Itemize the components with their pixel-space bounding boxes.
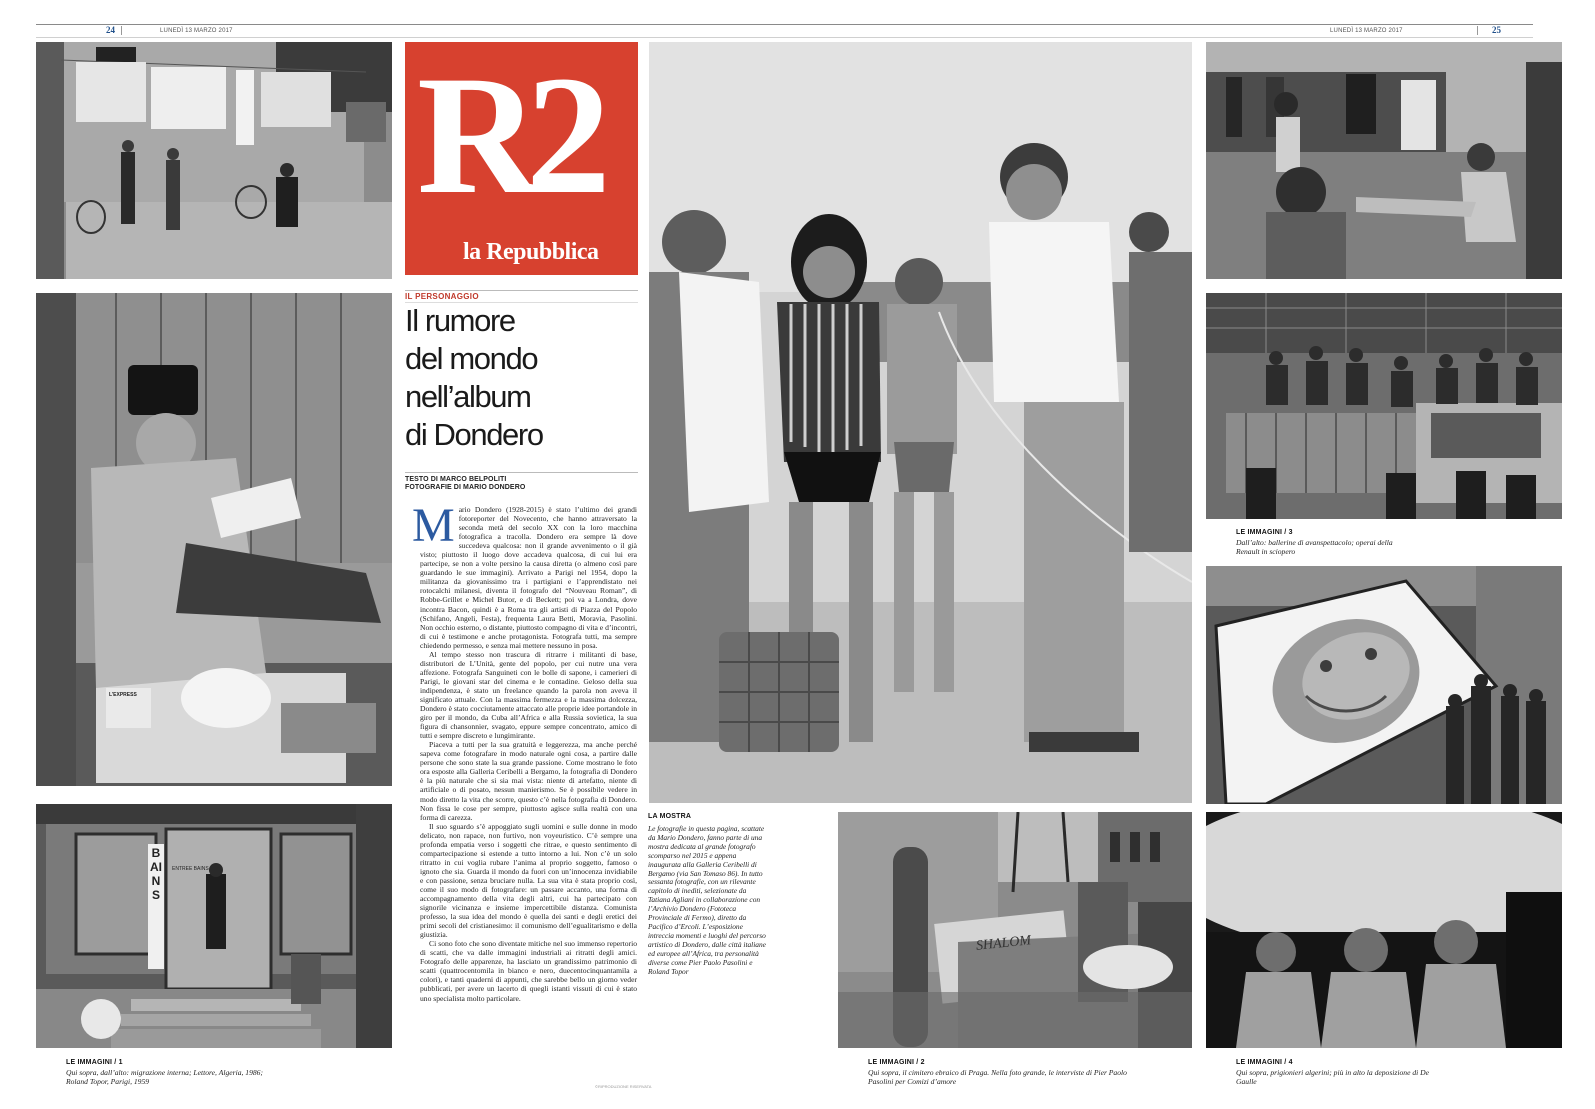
r2-logo — [405, 42, 638, 275]
kicker: IL PERSONAGGIO — [405, 292, 479, 301]
credits-rule — [405, 472, 638, 473]
header-rule — [36, 24, 1533, 25]
credit-text: TESTO DI MARCO BELPOLITI — [405, 476, 507, 483]
dropcap: M — [412, 499, 455, 552]
article-paragraph-1: Mario Dondero (1928-2015) è stato l’ultimo dei grandi fotoreporter del Novecento, che hanno attraversato la seconda metà del secolo XX con la loro macchina fotografica a tracolla. Dondero era sempre là dove succedeva qualcosa: non il grande avvenimento o il già visto; piuttosto il luogo dove accadeva qualcosa, di cui lui era partecipe, se non a volte persino la causa diretta (o almeno così pare guardando le sue immagini). Arrivato a Parigi nel 1954, dopo la militanza da giovanissimo tra i partigiani e l’apprendistato nei rotocalchi milanesi, diventa il fotografo del “Nouveau Roman”, di Robbe-Grillet e Michel Butor, e di Beckett; poi va a Londra, dove incontra Bacon, quindi è a Roma tra gli artisti di Piazza del Popolo (Schifano, Angeli, Festa), frequenta Laura Betti, Moravia, Pasolini. Non occhio esterno, o distante, piuttosto compagno di vita e d’incontri, di cui è testimone e anche protagonista. Fotografa tutti, ma sempre chiedendo permesso, e senza mai mettere nessuno in posa. — [412, 499, 637, 650]
r2-logo-mark: R2 — [417, 42, 597, 229]
left-page-number: 24 — [106, 25, 115, 35]
photo-sign-shalom: SHALOM — [975, 933, 1032, 954]
headline-line-1: Il rumore — [405, 303, 515, 338]
photo-de-gaulle-poster — [1206, 566, 1562, 804]
right-date: LUNEDÌ 13 MARZO 2017 — [1330, 28, 1403, 34]
kicker-rule — [405, 290, 638, 291]
photo-algerian-prisoners — [1206, 812, 1562, 1048]
right-page-number: 25 — [1492, 25, 1501, 35]
photo-renault-strike — [1206, 293, 1562, 519]
left-date: LUNEDÌ 13 MARZO 2017 — [160, 28, 233, 34]
copyright-note: ©RIPRODUZIONE RISERVATA — [595, 1084, 652, 1089]
photo-pasolini-interview — [649, 42, 1192, 803]
article-body — [412, 499, 637, 1003]
photo-sign-bains: BAINS — [150, 846, 162, 902]
headline — [405, 302, 645, 454]
header-divider — [121, 26, 122, 35]
r2-logo-brand: la Repubblica — [463, 239, 599, 265]
photo-migration — [36, 42, 392, 279]
caption-4-text: Qui sopra, prigionieri algerini; più in alto la deposizione di De Gaulle — [1236, 1068, 1430, 1086]
caption-1-title: LE IMMAGINI / 1 — [66, 1059, 123, 1066]
caption-2-text: Qui sopra, il cimitero ebraico di Praga. Nella foto grande, le interviste di Pier Paolo Pasolini per Comizi d’amore — [868, 1068, 1127, 1086]
photo-sign-newspaper: L’EXPRESS — [109, 692, 137, 698]
headline-line-3: nell’album — [405, 379, 531, 414]
headline-line-2: del mondo — [405, 341, 538, 376]
headline-line-4: di Dondero — [405, 417, 543, 452]
caption-1-text: Qui sopra, dall’alto: migrazione interna; Lettore, Algeria, 1986; Roland Topor, Parigi, 1959 — [66, 1068, 264, 1086]
header-rule-bottom — [36, 37, 1533, 38]
photo-reader — [36, 293, 392, 786]
photo-dancers — [1206, 42, 1562, 279]
mostra-title: LA MOSTRA — [648, 813, 692, 820]
photo-prague-cemetery — [838, 812, 1192, 1048]
article-paragraph-2: Al tempo stesso non trascura di ritrarre i militanti di base, distributori de L’Unità, gente del popolo, per cui nutre una vera affezione. Fotografa Sanguineti con le bolle di sapone, i camerieri di Parigi, le giovani star del cinema e le contadine. Geloso della sua indipendenza, è stato un freelance quando la parola non aveva il significato attuale. Con la massima fermezza e la massima dolcezza, Dondero è stato cocciutamente attaccato alle proprie idee portandole in giro per il mondo, da Cuba all’Africa e alla Russia sovietica, la sua figura di chansonnier, svagato, eppure sempre concentrato, amico di tutti e sempre discreto e lungimirante. — [420, 649, 637, 741]
header-divider-right — [1477, 26, 1478, 35]
photo-topor — [36, 804, 392, 1048]
caption-4-title: LE IMMAGINI / 4 — [1236, 1059, 1293, 1066]
article-paragraph-5: Ci sono foto che sono diventate mitiche nel suo immenso repertorio di scatti, che va dalle immagini industriali ai ritratti degli amici. Fotografo delle apparenze, ha lasciato un grandissimo patrimonio di scatti (quattrocentomila in bianco e nero, duecentocinquantamila a colori), e tanti quaderni di appunti, che sarebbe bello un giorno veder pubblicati, per avere un lacerto di quegli istanti vissuti di cui è stato uno specialista molto particolare. — [420, 939, 637, 1003]
caption-3-title: LE IMMAGINI / 3 — [1236, 529, 1293, 536]
article-paragraph-4: Il suo sguardo s’è appoggiato sugli uomini e sulle donne in modo delicato, non rapace, non furtivo, non voyeuristico. C’è sempre una profonda empatia verso i soggetti che ritrae, e questo sentimento di compartecipazione si estende a tutto intorno a lui. Non c’è un solo ritratto in cui voglia rubare l’anima al proprio soggetto, famoso o ignoto che sia. Guarda il mondo da fuori con un’innocenza invidiabile e con passione, senza bruciare nulla. La sua vita è stata proprio così, come il suo modo di fotografare: un passare accanto, una forma di accompagnamento della vita degli altri, cui ha partecipato con signorile vicinanza e insieme impercettibile distanza. Comunista professo, la sua idea del mondo è quella dei santi e degli eretici dei primi secoli del cristianesimo: il comunismo dell’egualitarismo e della giustizia. — [420, 821, 637, 940]
caption-2-title: LE IMMAGINI / 2 — [868, 1059, 925, 1066]
mostra-text: Le fotografie in questa pagina, scattate da Mario Dondero, fanno parte di una mostra dedicata al grande fotografo scomparso nel 2015 e appena inaugurata alla Galleria Ceribelli di Bergamo (via San Tomaso 86). In tutto sessanta fotografie, con un rilevante capitolo di inediti, selezionate da Tatiana Agliani in collaborazione con l’Archivio Dondero (Fototeca Provinciale di Fermo), diretto da Pacifico d’Ercoli. L’esposizione intreccia momenti e luoghi del percorso artistico di Dondero, dalle città italiane ed europee all’Africa, tra personalità diverse come Pier Paolo Pasolini e Roland Topor — [648, 824, 766, 976]
credit-photos: FOTOGRAFIE DI MARIO DONDERO — [405, 484, 526, 491]
caption-3-text: Dall’alto: ballerine di avanspettacolo; operai della Renault in sciopero — [1236, 538, 1393, 556]
photo-sign-entree: ENTREE BAINS — [172, 866, 209, 872]
article-paragraph-3: Piaceva a tutti per la sua gratuità e leggerezza, ma anche perché sapeva come fotografare in modo naturale ogni cosa, a partire dalle persone che sono state la sua grande passione. Come mostrano le foto ora esposte alla Galleria Ceribelli a Bergamo, la fotografia di Dondero è la più naturale che si sia mai vista: niente di artefatto, niente di artificiale o di posato, nessun manierismo. Se è possibile vedere in modo diretto la vita che scorre, questo c’è nella fotografia di Dondero. Non fissa le cose per sempre, piuttosto agisce sulla realtà con una forma di carezza. — [420, 740, 637, 822]
